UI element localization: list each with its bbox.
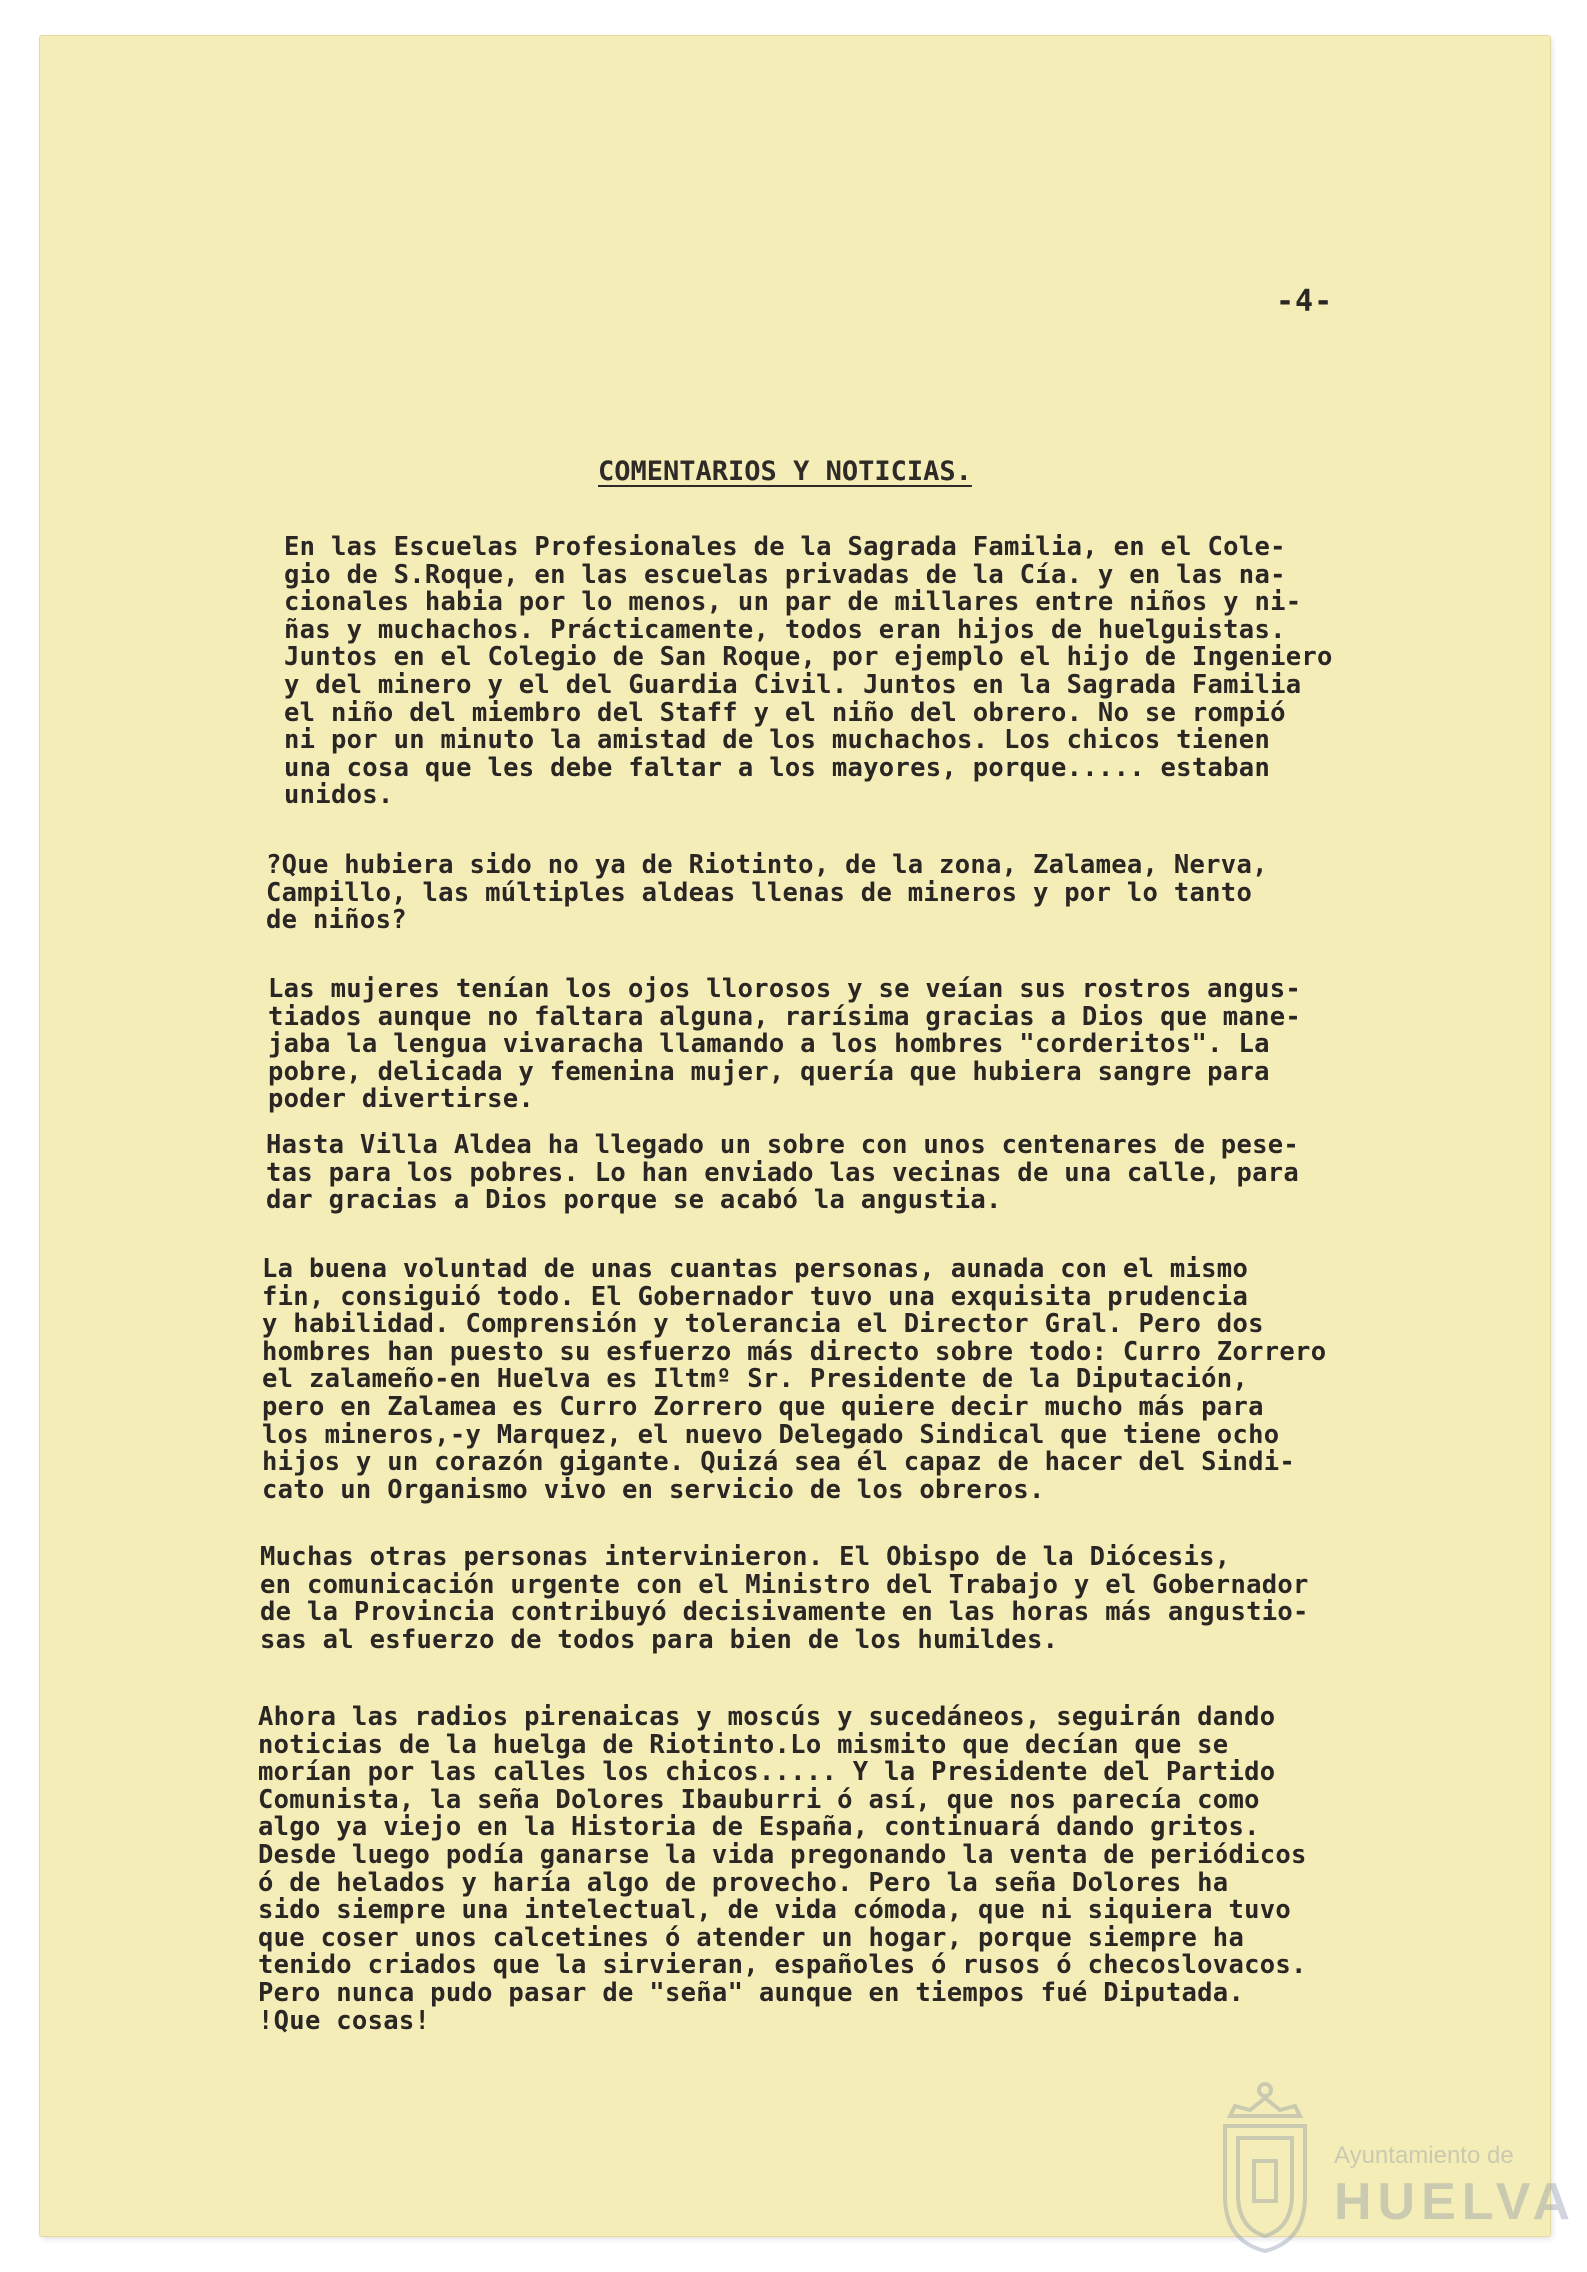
paragraph-1: En las Escuelas Profesionales de la Sagrada Familia, en el Cole- gio de S.Roque, en las escuelas privadas de la Cía. y en las na- cionales habia por lo menos, un par de millares entre niños y ni- ñas y muchachos. Prácticamente, todos eran hijos de huelguistas. Juntos en el Colegio de San Roque, por ejemplo el hijo de Ingeniero y del minero y el del Guardia Civil. Juntos en la Sagrada Familia el niño del miembro del Staff y el niño del obrero. No se rompió ni por un minuto la amistad de los muchachos. Los chicos tienen una cosa que les debe faltar a los mayores, porque..... estaban unidos.	[284, 532, 1333, 811]
paragraph-2: ?Que hubiera sido no ya de Riotinto, de la zona, Zalamea, Nerva, Campillo, las múltiples aldeas llenas de mineros y por lo tanto de niños?	[266, 850, 1268, 936]
document-page	[40, 36, 1577, 2236]
paragraph-7: Ahora las radios pirenaicas y moscús y sucedáneos, seguirán dando noticias de la huelga de Riotinto.Lo mismito que decían que se morían por las calles los chicos..... Y la Presidente del Partido Comunista, la seña Dolores Ibauburri ó así, que nos parecía como algo ya viejo en la Historia de España, continuará dando gritos. Desde luego podía ganarse la vida pregonando la venta de periódicos ó de helados y haría algo de provecho. Pero la seña Dolores ha sido siempre una intelectual, de vida cómoda, que ni siquiera tuvo que coser unos calcetines ó atender un hogar, porque siempre ha tenido criados que la sirvieran, españoles ó rusos ó checoslovacos. Pero nunca pudo pasar de "seña" aunque en tiempos fué Diputada. !Que cosas!	[258, 1702, 1307, 2036]
watermark-line-1: Ayuntamiento de	[1334, 2142, 1514, 2169]
page-title: COMENTARIOS Y NOTICIAS.	[598, 456, 972, 487]
watermark-logo	[1210, 2076, 1577, 2266]
coat-of-arms-icon	[1210, 2076, 1320, 2256]
page-number: -4-	[1276, 284, 1334, 319]
paragraph-6: Muchas otras personas intervinieron. El Obispo de la Diócesis, en comunicación urgente con el Ministro del Trabajo y el Gobernador de la Provincia contribuyó decisivamente en las horas más angustio- sas al esfuerzo de todos para bien de los humildes.	[260, 1542, 1309, 1655]
paragraph-4: Hasta Villa Aldea ha llegado un sobre con unos centenares de pese- tas para los pobres. Lo han enviado las vecinas de una calle, para dar gracias a Dios porque se acabó la angustia.	[266, 1130, 1300, 1216]
paragraph-5: La buena voluntad de unas cuantas personas, aunada con el mismo fin, consiguió todo. El Gobernador tuvo una exquisita prudencia y habilidad. Comprensión y tolerancia el Director Gral. Pero dos hombres han puesto su esfuerzo más directo sobre todo: Curro Zorrero el zalameño-en Huelva es Iltmº Sr. Presidente de la Diputación, pero en Zalamea es Curro Zorrero que quiere decir mucho más para los mineros,-y Marquez, el nuevo Delegado Sindical que tiene ocho hijos y un corazón gigante. Quizá sea él capaz de hacer del Sindi- cato un Organismo vivo en servicio de los obreros.	[262, 1254, 1327, 1505]
paragraph-3: Las mujeres tenían los ojos llorosos y se veían sus rostros angus- tiados aunque no faltara alguna, rarísima gracias a Dios que mane- jaba la lengua vivaracha llamando a los hombres "corderitos". La pobre, delicada y femenina mujer, quería que hubiera sangre para poder divertirse.	[268, 974, 1302, 1115]
watermark-line-2: HUELVA	[1334, 2173, 1577, 2231]
